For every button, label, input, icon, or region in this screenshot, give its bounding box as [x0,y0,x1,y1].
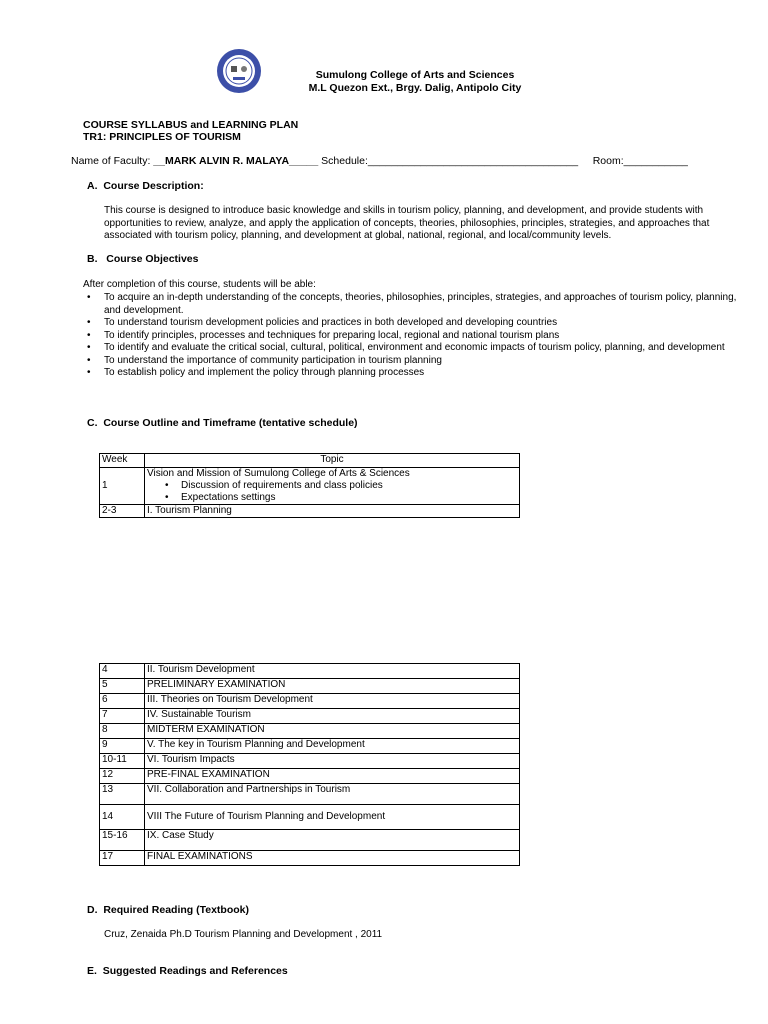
room-value: ___________ [623,155,688,167]
table-row [100,754,520,769]
section-d-letter: D. [87,904,98,916]
objective-item: • To acquire an in-depth understanding of the concepts, theories, philosophies, principles, strategies, and approaches of tourism policy, planning, and development. [87,292,747,317]
section-e-letter: E. [87,965,97,977]
faculty-label: Name of Faculty: [71,155,151,167]
week-cell: 5 [100,679,145,694]
header-week: Week [100,454,145,468]
objective-item: • To understand tourism development policies and practices in both developed and developing countries [87,317,747,330]
section-e-heading [87,965,288,977]
topic-cell: IV. Sustainable Tourism [145,709,520,724]
section-c-heading [87,417,358,429]
table-row [100,679,520,694]
school-name: Sumulong College of Arts and Sciences [315,69,515,81]
objective-item: • To understand the importance of community participation in tourism planning [87,355,747,368]
topic-cell: PRE-FINAL EXAMINATION [145,769,520,784]
table-row [100,784,520,805]
week-cell: 15-16 [100,830,145,851]
course-outline-table-2 [99,663,520,866]
topic-cell: VII. Collaboration and Partnerships in Tourism [145,784,520,805]
table-row [100,830,520,851]
week-cell: 2-3 [100,505,145,518]
faculty-line [71,155,688,167]
faculty-name: __MARK ALVIN R. MALAYA_____ [153,155,319,167]
schedule-label: Schedule: [321,155,368,167]
table-row [100,769,520,784]
course-title: TR1: PRINCIPLES OF TOURISM [83,131,241,143]
objectives-intro: After completion of this course, students will be able: [83,279,316,290]
week-cell: 17 [100,851,145,866]
topic-cell: I. Tourism Planning [145,505,520,518]
section-b-letter: B. [87,253,98,265]
topic-cell [145,468,520,505]
topic-bullet: • Discussion of requirements and class policies [165,480,517,492]
section-b-heading [87,253,198,265]
topic-cell: V. The key in Tourism Planning and Development [145,739,520,754]
topic-cell: FINAL EXAMINATIONS [145,851,520,866]
school-seal-logo [216,48,262,94]
course-description-text: This course is designed to introduce basic knowledge and skills in tourism policy, planning, and development, and provide students with opportunities to review, analyze, and apply the application of concepts, theories, philosophies, principles, strategies, and approaches that associated with tourism policy, planning, and development at global, national, regional, and local/community levels. [104,205,710,241]
table-row [100,468,520,505]
topic-cell: VI. Tourism Impacts [145,754,520,769]
document-title: COURSE SYLLABUS and LEARNING PLAN [83,119,299,131]
topic-cell: VIII The Future of Tourism Planning and Development [145,805,520,830]
table-row [100,664,520,679]
objective-item: • To identify and evaluate the critical social, cultural, political, environment and economic impacts of tourism policy, planning, and development [87,342,747,355]
topic-bullet: • Expectations settings [165,492,517,504]
section-b-title: Course Objectives [106,253,199,265]
section-d-heading [87,904,249,916]
table-row [100,805,520,830]
schedule-value: ____________________________________ [367,155,579,167]
table-row [100,505,520,518]
section-a-letter: A. [87,180,98,192]
section-d-title: Required Reading (Textbook) [103,904,249,916]
week-cell: 12 [100,769,145,784]
table-row [100,739,520,754]
required-reading-text: Cruz, Zenaida Ph.D Tourism Planning and Development , 2011 [104,929,383,940]
course-outline-table-1 [99,453,520,518]
section-c-title: Course Outline and Timeframe (tentative schedule) [103,417,358,429]
section-a-title: Course Description: [103,180,204,192]
objective-item: • To establish policy and implement the policy through planning processes [87,367,747,380]
table-row [100,694,520,709]
topic-cell: IX. Case Study [145,830,520,851]
week-cell: 9 [100,739,145,754]
school-header [290,69,540,95]
room-label: Room: [592,155,624,167]
objectives-list [87,292,747,380]
table-row [100,709,520,724]
topic-bullet-list [147,480,517,504]
document-title-block [83,119,298,143]
week-cell: 1 [100,468,145,505]
week-cell: 14 [100,805,145,830]
topic-cell: II. Tourism Development [145,664,520,679]
week-cell: 10-11 [100,754,145,769]
school-address: M.L Quezon Ext., Brgy. Dalig, Antipolo City [308,82,522,94]
section-c-letter: C. [87,417,98,429]
week-cell: 13 [100,784,145,805]
week-cell: 6 [100,694,145,709]
header-topic: Topic [145,454,520,468]
topic-text: Vision and Mission of Sumulong College of Arts & Sciences [147,468,410,479]
topic-cell: PRELIMINARY EXAMINATION [145,679,520,694]
week-cell: 8 [100,724,145,739]
week-cell: 4 [100,664,145,679]
section-a-heading [87,180,204,192]
table-row [100,724,520,739]
objective-item: • To identify principles, processes and techniques for preparing local, regional and national tourism plans [87,330,747,343]
week-cell: 7 [100,709,145,724]
table-header-row [100,454,520,468]
topic-cell: MIDTERM EXAMINATION [145,724,520,739]
table-row [100,851,520,866]
section-e-title: Suggested Readings and References [102,965,288,977]
topic-cell: III. Theories on Tourism Development [145,694,520,709]
